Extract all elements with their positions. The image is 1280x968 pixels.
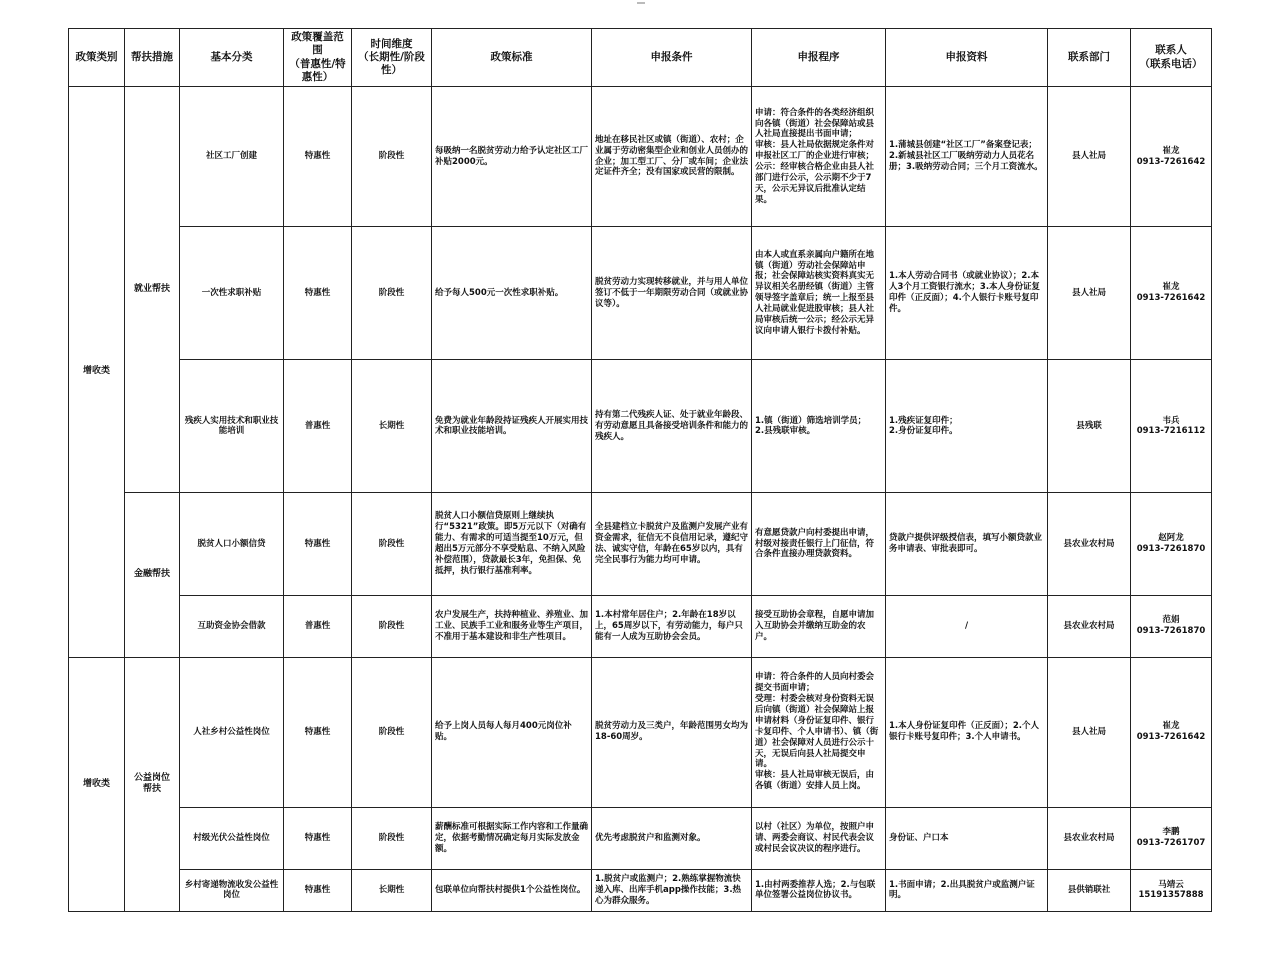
header-scope: 政策覆盖范围 （普惠性/特惠性） <box>284 29 352 87</box>
scope-cell: 特惠性 <box>284 657 352 807</box>
header-conditions: 申报条件 <box>592 29 752 87</box>
basic-cell: 残疾人实用技术和职业技能培训 <box>180 360 284 493</box>
materials-cell: 1.本人劳动合同书（或就业协议）；2.本人3个月工资银行流水；3.本人身份证复印件（正反面）；4.个人银行卡账号复印件。 <box>886 227 1048 360</box>
measure-cell: 公益岗位 帮扶 <box>125 657 180 911</box>
time-cell: 阶段性 <box>352 87 432 227</box>
standard-cell: 农户发展生产，扶持种植业、养殖业、加工业、民族手工业和服务业等生产项目，不准用于基本建设和非生产性项目。 <box>432 595 592 657</box>
category-cell: 增收类 <box>69 87 125 658</box>
contact-phone: 0913-7261642 <box>1136 293 1206 304</box>
contact-name: 马靖云 <box>1158 879 1184 890</box>
policy-table <box>68 28 1212 912</box>
conditions-cell: 脱贫劳动力及三类户，年龄范围男女均为18-60周岁。 <box>592 657 752 807</box>
header-basic: 基本分类 <box>180 29 284 87</box>
basic-cell: 互助资金协会借款 <box>180 595 284 657</box>
scope-cell: 普惠性 <box>284 595 352 657</box>
dept-cell: 县残联 <box>1048 360 1131 493</box>
contact-name: 李鹏 <box>1162 827 1180 838</box>
standard-cell: 免费为就业年龄段持证残疾人开展实用技术和职业技能培训。 <box>432 360 592 493</box>
conditions-cell: 1.本村常年居住户；2.年龄在18岁以上，65周岁以下，有劳动能力，每户只能有一人成为互助协会会员。 <box>592 595 752 657</box>
scope-cell: 特惠性 <box>284 227 352 360</box>
scope-cell: 特惠性 <box>284 807 352 869</box>
procedure-cell: 由本人或直系亲属向户籍所在地镇（街道）劳动社会保障站申报；社会保障站核实资料真实无异议相关名册经镇（街道）主管领导签字盖章后；统一上报至县人社局就业促进股审核；县人社局审核后统一公示；经公示无异议向申请人银行卡拨付补贴。 <box>752 227 886 360</box>
materials-cell: 1.蒲城县创建“社区工厂”备案登记表；2.新城县社区工厂吸纳劳动力人员花名册；3.吸纳劳动合同；三个月工资流水。 <box>886 87 1048 227</box>
standard-cell: 脱贫人口小额信贷原则上继续执行“5321”政策。即5万元以下（对确有能力、有需求的可适当提至10万元，但超出5万元部分不享受贴息、不纳入风险补偿范围），贷款最长3年，免担保、免抵押，执行银行基准利率。 <box>432 493 592 595</box>
dept-cell: 县供销联社 <box>1048 869 1131 911</box>
contact-name: 崔龙 <box>1162 721 1180 732</box>
standard-cell: 每吸纳一名脱贫劳动力给予认定社区工厂补贴2000元。 <box>432 87 592 227</box>
procedure-cell: 1.由村两委推荐人选；2.与包联单位签署公益岗位协议书。 <box>752 869 886 911</box>
table-row <box>69 493 1212 595</box>
procedure-cell: 申请：符合条件的人员向村委会提交书面申请； 受理：村委会核对身份资料无误后向镇（街道）社会保障站上报申请材料（身份证复印件、银行卡复印件、个人申请书）、镇（街道）社会保障对人员进行公示十天，无误后向县人社局提交申请。 审核：县人社局审核无误后，由各镇（街道）安排人员上岗。 <box>752 657 886 807</box>
table-row <box>69 807 1212 869</box>
dept-cell: 县人社局 <box>1048 227 1131 360</box>
table-row <box>69 360 1212 493</box>
contact-phone: 0913-7261870 <box>1136 544 1206 555</box>
contact-cell <box>1131 657 1212 807</box>
table-row <box>69 595 1212 657</box>
contact-phone: 0913-7216112 <box>1136 426 1206 437</box>
contact-cell <box>1131 493 1212 595</box>
contact-phone: 15191357888 <box>1138 890 1204 901</box>
basic-cell: 社区工厂创建 <box>180 87 284 227</box>
conditions-cell: 持有第二代残疾人证、处于就业年龄段、有劳动意愿且具备接受培训条件和能力的残疾人。 <box>592 360 752 493</box>
procedure-cell: 1.镇（街道）筛选培训学员； 2.县残联审核。 <box>752 360 886 493</box>
contact-phone: 0913-7261642 <box>1136 156 1206 167</box>
dept-cell: 县农业农村局 <box>1048 807 1131 869</box>
policy-table-sheet <box>68 28 1211 912</box>
contact-name: 韦兵 <box>1162 415 1180 426</box>
measure-cell: 金融帮扶 <box>125 493 180 657</box>
header-procedure: 申报程序 <box>752 29 886 87</box>
header-materials: 申报资料 <box>886 29 1048 87</box>
header-time: 时间维度 （长期性/阶段性） <box>352 29 432 87</box>
materials-cell: 身份证、户口本 <box>886 807 1048 869</box>
scope-cell: 特惠性 <box>284 87 352 227</box>
materials-cell: 1.残疾证复印件； 2.身份证复印件。 <box>886 360 1048 493</box>
scope-cell: 特惠性 <box>284 869 352 911</box>
conditions-cell: 脱贫劳动力实现转移就业，并与用人单位签订不低于一年期限劳动合同（或就业协议等）。 <box>592 227 752 360</box>
table-row <box>69 657 1212 807</box>
materials-cell: / <box>886 595 1048 657</box>
contact-phone: 0913-7261707 <box>1136 838 1206 849</box>
materials-cell: 贷款户提供评级授信表，填写小额贷款业务申请表、审批表即可。 <box>886 493 1048 595</box>
contact-name: 赵阿龙 <box>1158 533 1184 544</box>
contact-name: 崔龙 <box>1162 145 1180 156</box>
scan-mark <box>637 2 645 4</box>
conditions-cell: 1.脱贫户或监测户；2.熟练掌握物流快递入库、出库手机app操作技能；3.热心为群众服务。 <box>592 869 752 911</box>
contact-cell <box>1131 227 1212 360</box>
header-row <box>69 29 1212 87</box>
contact-cell <box>1131 595 1212 657</box>
header-dept: 联系部门 <box>1048 29 1131 87</box>
procedure-cell: 接受互助协会章程，自愿申请加入互助协会并缴纳互助金的农户。 <box>752 595 886 657</box>
conditions-cell: 全县建档立卡脱贫户及监测户发展产业有资金需求，征信无不良信用记录，遵纪守法、诚实守信，年龄在65岁以内，具有完全民事行为能力均可申请。 <box>592 493 752 595</box>
contact-cell <box>1131 807 1212 869</box>
materials-cell: 1.书面申请；2.出具脱贫户或监测户证明。 <box>886 869 1048 911</box>
dept-cell: 县人社局 <box>1048 657 1131 807</box>
header-measure: 帮扶措施 <box>125 29 180 87</box>
basic-cell: 乡村寄递物流收发公益性岗位 <box>180 869 284 911</box>
contact-cell <box>1131 869 1212 911</box>
contact-name: 范娟 <box>1162 615 1180 626</box>
header-contact: 联系人 （联系电话） <box>1131 29 1212 87</box>
materials-cell: 1.本人身份证复印件（正反面）；2.个人银行卡账号复印件；3.个人申请书。 <box>886 657 1048 807</box>
table-row <box>69 869 1212 911</box>
header-category: 政策类别 <box>69 29 125 87</box>
scope-cell: 普惠性 <box>284 360 352 493</box>
standard-cell: 薪酬标准可根据实际工作内容和工作量确定，依据考勤情况确定每月实际发放金额。 <box>432 807 592 869</box>
time-cell: 阶段性 <box>352 657 432 807</box>
category-cell: 增收类 <box>69 657 125 911</box>
procedure-cell: 有意愿贷款户向村委提出申请，村级对接责任银行上门征信，符合条件直接办理贷款资料。 <box>752 493 886 595</box>
contact-cell <box>1131 360 1212 493</box>
dept-cell: 县农业农村局 <box>1048 493 1131 595</box>
time-cell: 阶段性 <box>352 595 432 657</box>
contact-phone: 0913-7261642 <box>1136 732 1206 743</box>
table-row <box>69 87 1212 227</box>
contact-phone: 0913-7261870 <box>1136 626 1206 637</box>
contact-cell <box>1131 87 1212 227</box>
basic-cell: 人社乡村公益性岗位 <box>180 657 284 807</box>
procedure-cell: 以村（社区）为单位，按照户申请、两委会商议、村民代表会议或村民会议决议的程序进行。 <box>752 807 886 869</box>
time-cell: 阶段性 <box>352 227 432 360</box>
measure-cell: 就业帮扶 <box>125 87 180 493</box>
time-cell: 阶段性 <box>352 493 432 595</box>
procedure-cell: 申请：符合条件的各类经济组织向各镇（街道）社会保障站或县人社局直接提出书面申请； 审核：县人社局依据规定条件对申报社区工厂的企业进行审核； 公示：经审核合格企业由县人社部门进行公示，公示期不少于7天，公示无异议后批准认定结果。 <box>752 87 886 227</box>
dept-cell: 县人社局 <box>1048 87 1131 227</box>
table-row <box>69 227 1212 360</box>
standard-cell: 给予上岗人员每人每月400元岗位补贴。 <box>432 657 592 807</box>
scope-cell: 特惠性 <box>284 493 352 595</box>
time-cell: 长期性 <box>352 869 432 911</box>
standard-cell: 给予每人500元一次性求职补贴。 <box>432 227 592 360</box>
contact-name: 崔龙 <box>1162 282 1180 293</box>
header-standard: 政策标准 <box>432 29 592 87</box>
basic-cell: 村级光伏公益性岗位 <box>180 807 284 869</box>
basic-cell: 一次性求职补贴 <box>180 227 284 360</box>
basic-cell: 脱贫人口小额信贷 <box>180 493 284 595</box>
conditions-cell: 地址在移民社区或镇（街道）、农村；企业属于劳动密集型企业和创业人员创办的企业；加工型工厂、分厂或车间；企业法定证件齐全；没有国家或民营的限制。 <box>592 87 752 227</box>
time-cell: 长期性 <box>352 360 432 493</box>
standard-cell: 包联单位向帮扶村提供1个公益性岗位。 <box>432 869 592 911</box>
conditions-cell: 优先考虑脱贫户和监测对象。 <box>592 807 752 869</box>
time-cell: 阶段性 <box>352 807 432 869</box>
dept-cell: 县农业农村局 <box>1048 595 1131 657</box>
